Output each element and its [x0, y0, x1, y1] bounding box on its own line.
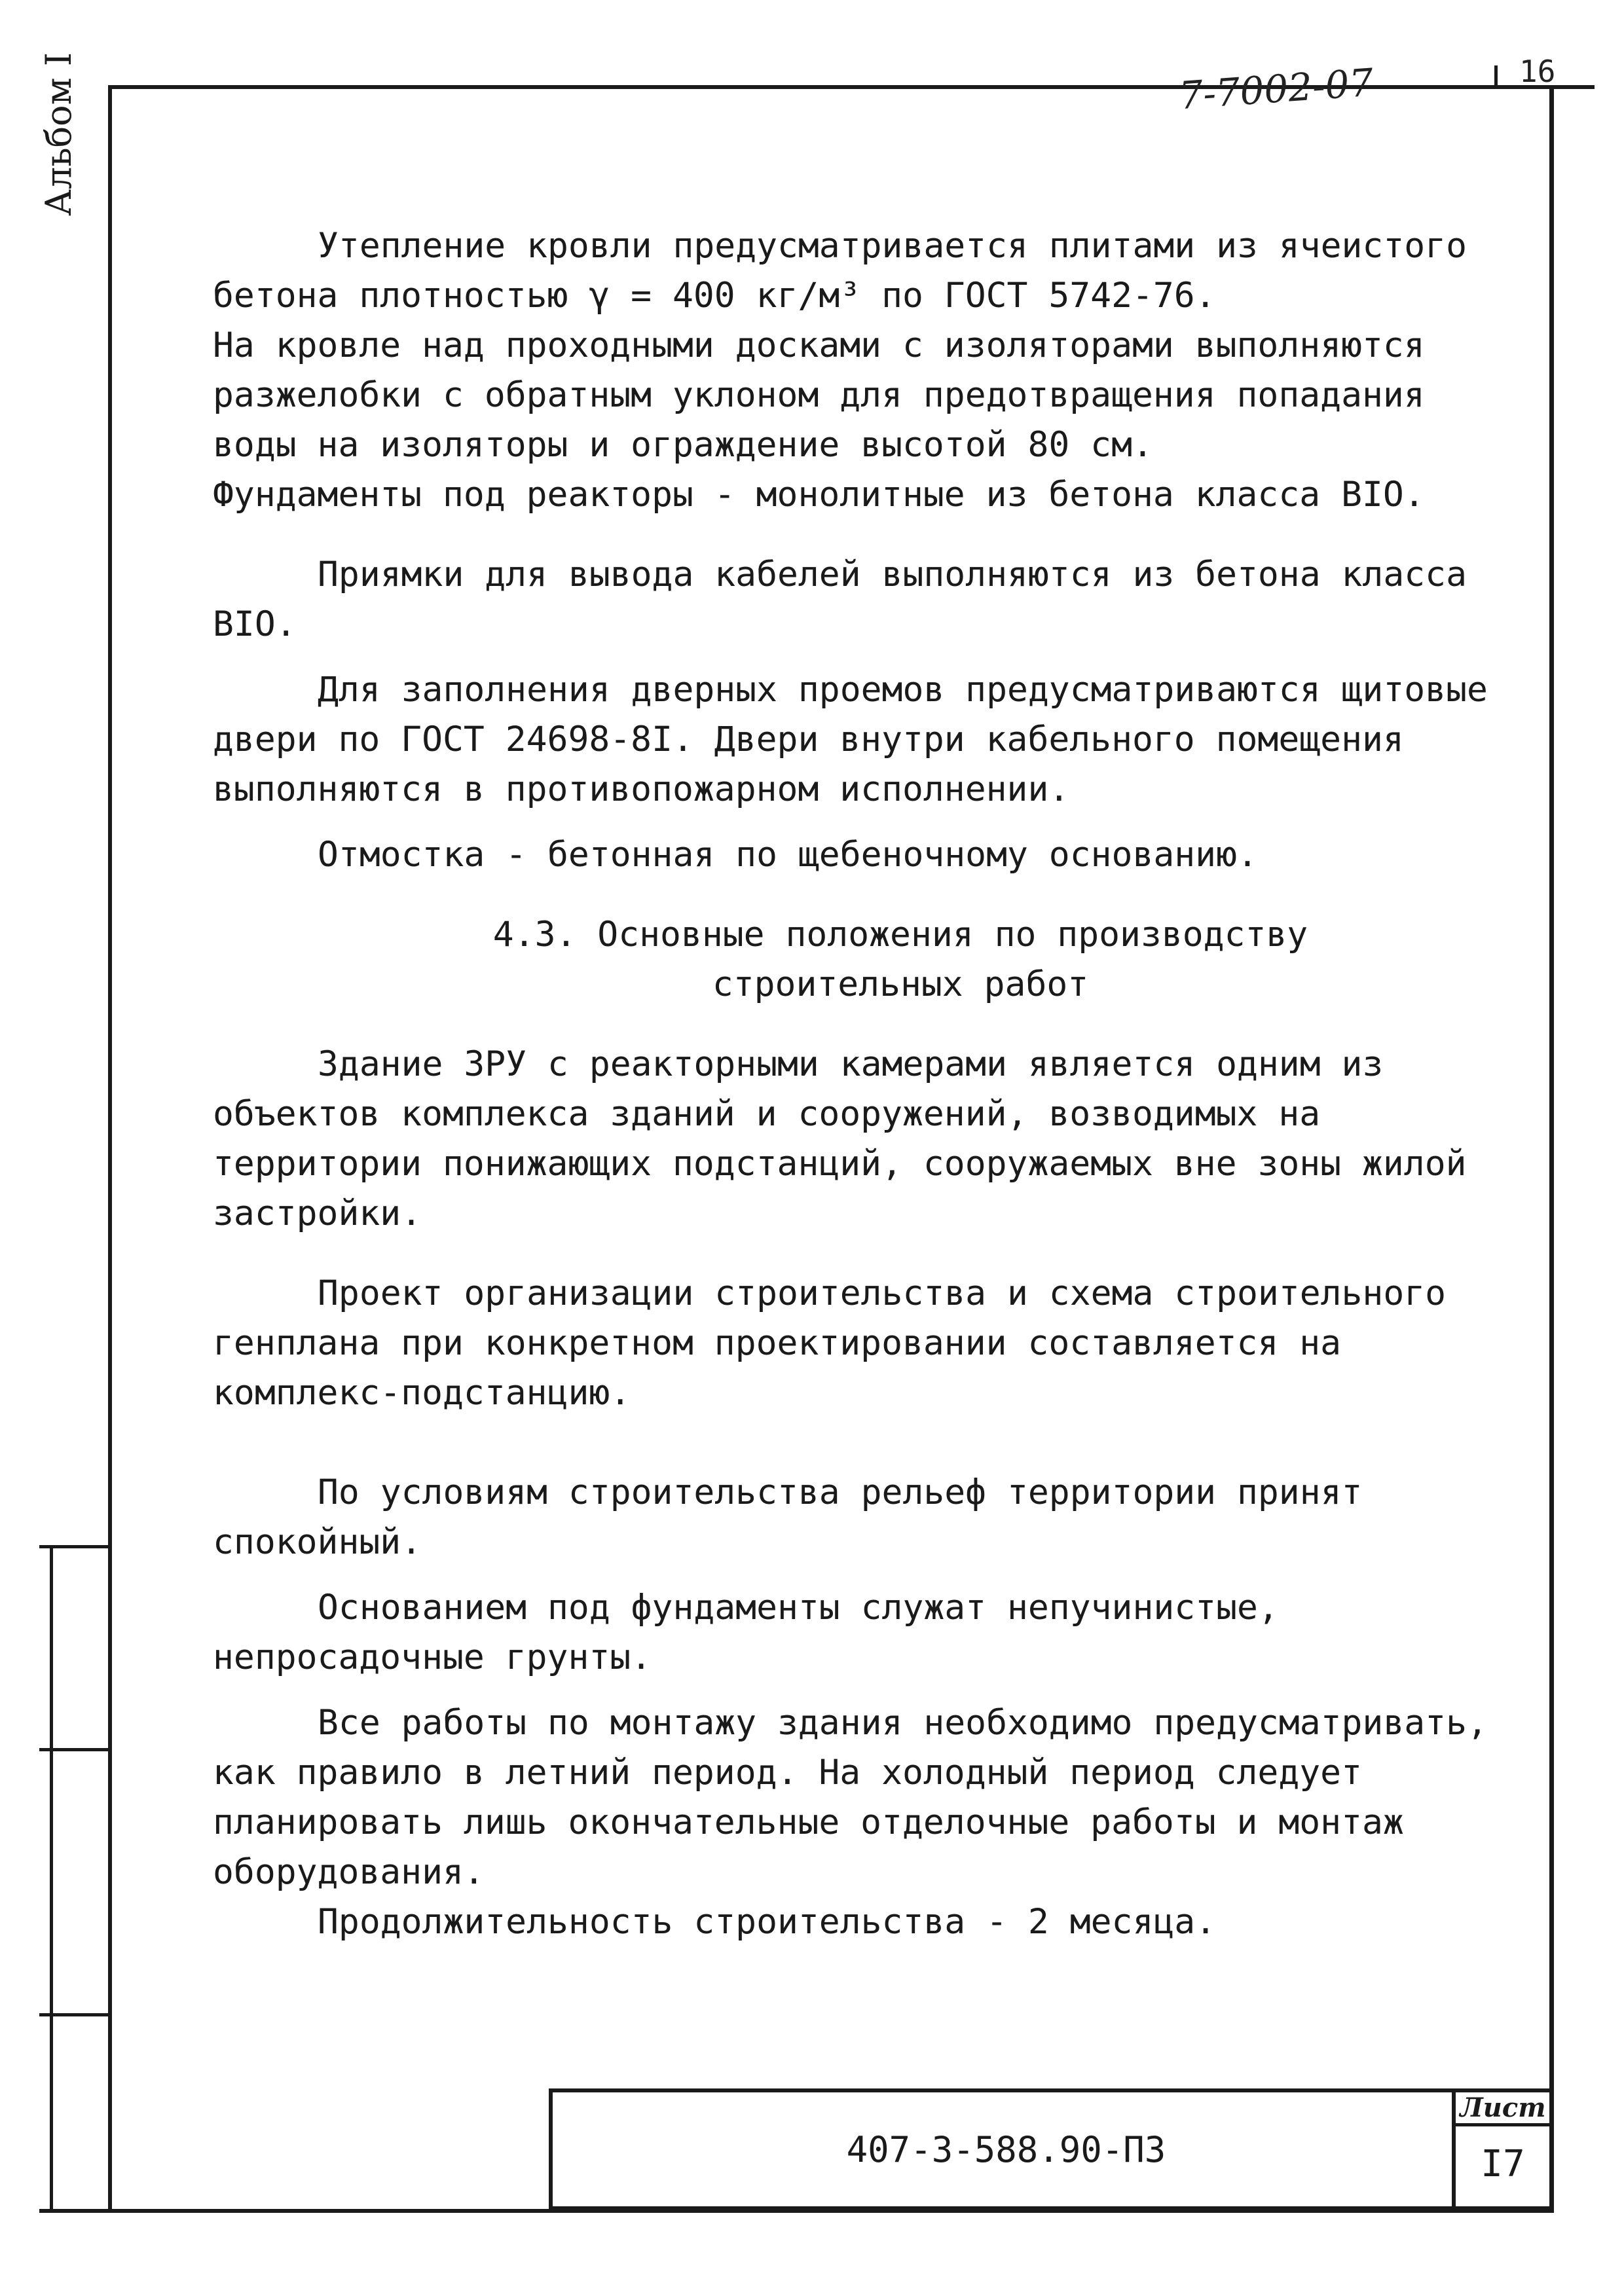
paragraph: Проект организации строительства и схема строительного генплана при конкретном проектировании составляется на комплекс-подстанцию.: [213, 1273, 1447, 1413]
frame-right-line: [1549, 85, 1554, 2213]
paragraph: Приямки для вывода кабелей выполняются из бетона класса BIO.: [213, 555, 1467, 644]
paragraph: Для заполнения дверных проемов предусматриваются щитовые двери по ГОСТ 24698-8I. Двери внутри кабельного помещения выполняются в противопожарном исполнении.: [213, 670, 1488, 809]
paragraph: На кровле над проходными досками с изоляторами выполняются разжелобки с обратным уклоном для предотвращения попадания воды на изоляторы и ограждение высотой 80 см.: [213, 325, 1425, 465]
paragraph: Утепление кровли предусматривается плитами из ячеистого бетона плотностью γ = 400 кг/м³ по ГОСТ 5742-76.: [213, 226, 1467, 316]
margin-grid-row-1: [39, 1545, 112, 1548]
paragraph: Фундаменты под реакторы - монолитные из бетона класса BIO.: [213, 475, 1425, 515]
document-body: [213, 221, 1516, 1947]
margin-grid-row-2: [39, 1748, 112, 1751]
paragraph: По условиям строительства рельеф территории принят спокойный.: [213, 1472, 1363, 1562]
section-title: [285, 910, 1516, 1010]
margin-grid-row-3: [39, 2013, 112, 2016]
paragraph: Все работы по монтажу здания необходимо предусматривать, как правило в летний период. На холодный период следует планировать лишь окончательные отделочные работы и монтаж оборудования.: [213, 1703, 1488, 1892]
paragraph: Отмостка - бетонная по щебеночному основанию.: [318, 835, 1258, 875]
section-title-line-1: 4.3. Основные положения по производству: [492, 915, 1308, 955]
page-corner-number: 16: [1519, 54, 1556, 89]
frame-top-tick: [1494, 65, 1498, 89]
paragraph: Продолжительность строительства - 2 месяца.: [318, 1902, 1217, 1942]
section-title-line-2: строительных работ: [712, 964, 1089, 1004]
document-code: 407-3-588.90-ПЗ: [846, 2129, 1166, 2170]
paragraph: Здание ЗРУ с реакторными камерами является одним из объектов комплекса зданий и сооружений, возводимых на территории понижающих подстанций, сооружаемых вне зоны жилой застройки.: [213, 1044, 1467, 1233]
title-block: [549, 2088, 1554, 2210]
paragraph: Основанием под фундаменты служат непучинистые, непросадочные грунты.: [213, 1588, 1279, 1677]
handwritten-doc-number: 7-7002-07: [1177, 60, 1375, 118]
frame-left-line: [108, 85, 112, 2213]
sheet-label: Лист: [1456, 2092, 1550, 2126]
sheet-number: I7: [1481, 2143, 1525, 2185]
album-side-label: Альбом I: [38, 52, 79, 216]
margin-grid-col-left: [50, 1545, 53, 2213]
sheet-column: [1452, 2092, 1550, 2206]
